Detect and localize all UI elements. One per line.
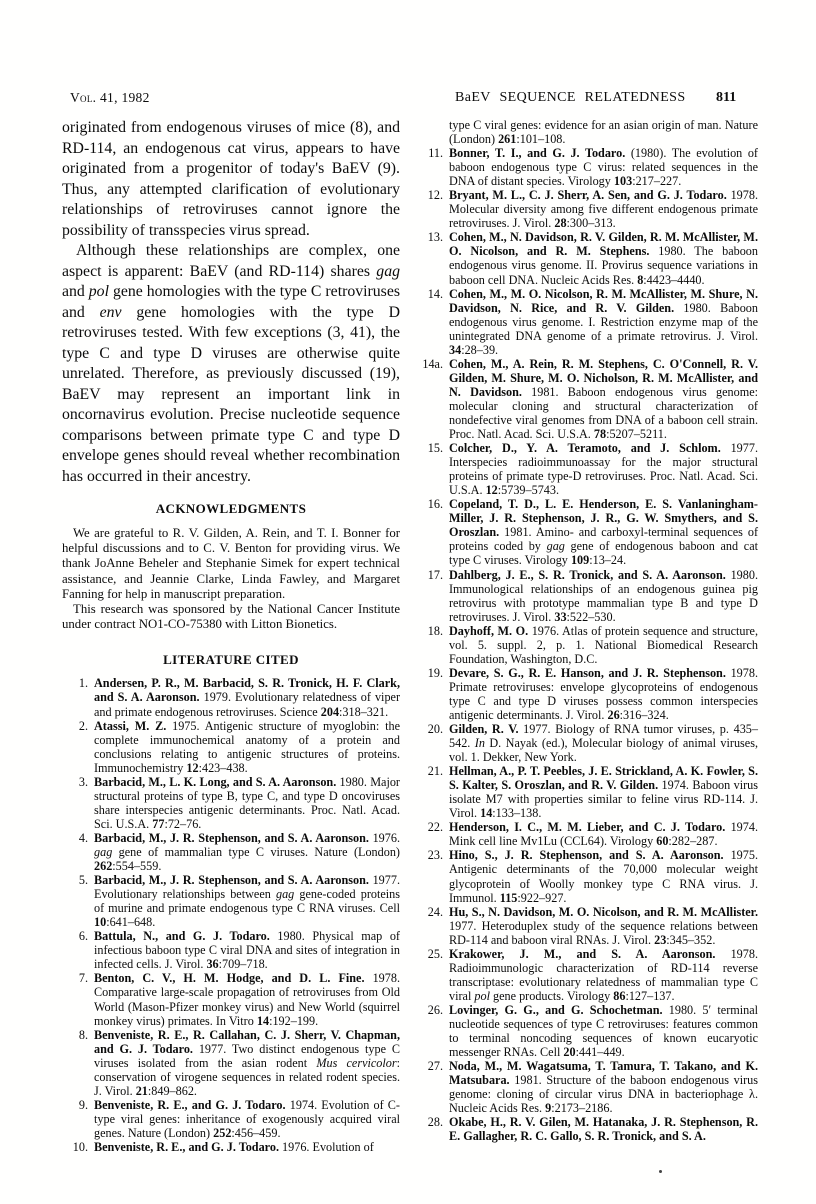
text-run: 204 xyxy=(320,704,340,719)
reference-item xyxy=(417,568,758,624)
reference-text xyxy=(449,764,758,820)
paragraph xyxy=(62,602,400,632)
text-run: Battula, N., and G. J. Todaro. xyxy=(94,929,270,944)
paragraph xyxy=(62,526,400,602)
right-column xyxy=(417,118,758,1143)
text-run: 1980. The baboon endogenous virus genome. II. Provirus sequence variations in baboon cell DNA. Nucleic Acids Res. xyxy=(449,244,758,287)
reference-item xyxy=(417,1115,758,1143)
text-run: Colcher, D., Y. A. Teramoto, and J. Schlom. xyxy=(449,441,721,456)
text-run: 60 xyxy=(656,834,669,849)
text-run: pol xyxy=(474,988,490,1003)
text-run: 23 xyxy=(654,932,667,947)
text-run: gag xyxy=(275,887,295,902)
reference-item xyxy=(417,287,758,357)
text-run: 1975. Antigenic structure of myoglobin: the complete immunochemical anatomy of a protein and conclusions relating to antigenic structures of proteins. Immunochemistry xyxy=(94,718,400,775)
reference-item xyxy=(62,831,400,873)
text-run: :101–108. xyxy=(516,132,566,147)
reference-number: 2. xyxy=(78,718,88,733)
reference-item xyxy=(62,775,400,831)
reference-item xyxy=(417,357,758,441)
text-run: :641–648. xyxy=(106,915,156,930)
text-run: :300–313. xyxy=(566,216,616,231)
text-run: Hu, S., N. Davidson, M. O. Nicolson, and R. M. McAllister. xyxy=(449,904,758,919)
reference-number: 10. xyxy=(72,1139,88,1154)
reference-item xyxy=(62,676,400,718)
text-run: D. Nayak (ed.), Molecular biology of animal viruses, vol. 1. Dekker, New York. xyxy=(449,736,758,765)
reference-number: 23. xyxy=(427,848,443,863)
text-run: 77 xyxy=(152,816,165,831)
text-run: :5739–5743. xyxy=(497,483,560,498)
reference-item xyxy=(417,764,758,820)
reference-item xyxy=(62,1028,400,1098)
text-run: Benton, C. V., H. M. Hodge, and D. L. Fine. xyxy=(94,971,365,986)
text-run: 115 xyxy=(499,890,518,905)
text-run: 262 xyxy=(94,859,113,874)
text-run: :318–321. xyxy=(339,704,389,719)
reference-text xyxy=(94,831,400,873)
text-run: type C viral genes: evidence for an asian origin of man. Nature (London) xyxy=(449,118,758,147)
text-run: Gilden, R. V. xyxy=(449,722,519,737)
reference-item xyxy=(62,971,400,1027)
reference-text xyxy=(449,947,758,1003)
text-run: 1980. Major structural proteins of type B, type C, and type D oncoviruses share interspecies antigenic determinants. Proc. Natl. Acad. Sci. U.S.A. xyxy=(94,774,400,831)
text-run: This research was sponsored by the National Cancer Institute under contract NO1-CO-75380 with Litton Bionetics. xyxy=(62,602,400,632)
paragraph xyxy=(62,118,400,241)
reference-number: 6. xyxy=(78,929,88,944)
reference-text xyxy=(449,146,758,188)
text-run: :72–76. xyxy=(164,816,202,831)
text-run: Benveniste, R. E., R. Callahan, C. J. Sherr, V. Chapman, and G. J. Todaro. xyxy=(94,1027,400,1056)
reference-item xyxy=(417,820,758,848)
reference-text xyxy=(94,971,400,1027)
text-run: Atassi, M. Z. xyxy=(94,718,167,733)
reference-item xyxy=(62,873,400,929)
text-run: Although these relationships are complex, one aspect is apparent: BaEV (and RD-114) shares xyxy=(62,242,400,280)
text-run: :441–449. xyxy=(575,1045,625,1060)
reference-text xyxy=(449,568,758,624)
text-run: 34 xyxy=(449,342,462,357)
reference-number: 18. xyxy=(427,623,443,638)
text-run: 1977. Interspecies radioimmunoassay for the major structural proteins of primate type-D retroviruses. Proc. Natl. Acad. Sci. U.S.A. xyxy=(449,441,758,498)
text-run: Noda, M., M. Wagatsuma, T. Tamura, T. Takano, and K. Matsubara. xyxy=(449,1059,758,1088)
text-run: 103 xyxy=(613,174,633,189)
reference-text xyxy=(449,666,758,722)
reference-item xyxy=(417,848,758,904)
reference-number: 16. xyxy=(427,497,443,512)
reference-list-left xyxy=(62,676,400,1154)
text-run: :217–227. xyxy=(632,174,682,189)
reference-item xyxy=(417,441,758,497)
reference-number: 17. xyxy=(427,567,443,582)
text-run: Barbacid, M., J. R. Stephenson, and S. A. Aaronson. xyxy=(94,830,369,845)
reference-text xyxy=(449,230,758,286)
reference-number: 14a. xyxy=(422,356,443,371)
reference-text xyxy=(94,873,400,929)
text-run: 12 xyxy=(186,760,199,775)
text-run: :28–39. xyxy=(461,342,499,357)
text-run: 12 xyxy=(485,483,498,498)
paragraph xyxy=(62,241,400,487)
text-run: :423–438. xyxy=(198,760,248,775)
text-run: Dahlberg, J. E., S. R. Tronick, and S. A. Aaronson. xyxy=(449,567,726,582)
text-run: :522–530. xyxy=(566,609,616,624)
text-run: Barbacid, M., J. R. Stephenson, and S. A. Aaronson. xyxy=(94,873,369,888)
text-run: We are grateful to R. V. Gilden, A. Rein, and T. I. Bonner for helpful discussions and to C. V. Benton for providing virus. We thank JoAnne Beheler and Stephanie Simek for expert technical assistance, and Jeannie Clarke, Linda Fawley, and Margaret Fanning for help in manuscript preparation. xyxy=(62,526,400,601)
text-run: :922–927. xyxy=(517,890,567,905)
reference-number: 12. xyxy=(427,188,443,203)
reference-number: 7. xyxy=(78,971,88,986)
text-run: 1978. Radioimmunologic characterization of RD-114 reverse transcriptase: evolutionary relatedness of mammalian type C viral xyxy=(449,946,759,1003)
text-run: 10 xyxy=(94,915,107,930)
text-run: gene of endogenous baboon and cat type C viruses. Virology xyxy=(449,539,758,568)
text-run: Krakower, J. M., and S. A. Aaronson. xyxy=(449,946,716,961)
text-run: and xyxy=(62,283,89,300)
reference-item xyxy=(417,722,758,764)
body-text-paragraphs xyxy=(62,118,400,487)
reference-number: 8. xyxy=(78,1027,88,1042)
reference-text xyxy=(449,820,758,848)
reference-text xyxy=(449,624,758,666)
text-run: 14 xyxy=(480,806,493,821)
reference-text xyxy=(449,848,758,904)
reference-number: 28. xyxy=(427,1115,443,1130)
reference-number: 1. xyxy=(78,676,88,691)
text-run: 1980. Baboon endogenous virus genome. I. Restriction enzyme map of the unintegrated DNA genome of a primate retrovirus. J. Virol. xyxy=(449,300,758,343)
text-run: 9 xyxy=(545,1101,552,1116)
text-run: Devare, S. G., R. E. Hanson, and J. R. Stephenson. xyxy=(449,665,726,680)
text-run: Andersen, P. R., M. Barbacid, S. R. Tronick, H. F. Clark, and S. A. Aaronson. xyxy=(94,676,400,705)
left-column xyxy=(62,118,400,1154)
reference-text xyxy=(449,118,758,146)
reference-number: 13. xyxy=(427,230,443,245)
text-run: :13–24. xyxy=(589,553,627,568)
reference-text xyxy=(449,441,758,497)
reference-text xyxy=(94,1028,400,1098)
text-run: 1974. Evolution of C-type viral genes: inheritance of exogenously acquired viral genes. Nature (London) xyxy=(94,1097,400,1140)
text-run: 21 xyxy=(135,1083,148,1098)
text-run: 1974. Baboon virus isolate M7 with properties similar to feline virus RD-114. J. Virol. xyxy=(449,778,758,821)
running-title: BaEV SEQUENCE RELATEDNESS xyxy=(455,90,686,105)
reference-item xyxy=(62,1098,400,1140)
text-run: :4423–4440. xyxy=(643,272,705,287)
scan-artifact-dot xyxy=(659,1170,662,1173)
text-run: :192–199. xyxy=(269,1013,319,1028)
reference-number: 20. xyxy=(427,722,443,737)
text-run: (1980). The evolution of baboon endogenous type C virus: related sequences in the DNA of distant species. Virology xyxy=(449,146,758,189)
text-run: Barbacid, M., L. K. Long, and S. A. Aaronson. xyxy=(94,774,337,789)
text-run: :554–559. xyxy=(112,859,162,874)
text-run: 1981. Amino- and carboxyl-terminal sequences of proteins coded by xyxy=(449,525,758,554)
text-run: Dayhoff, M. O. xyxy=(449,623,529,638)
text-run: :2173–2186. xyxy=(551,1101,613,1116)
text-run: Henderson, I. C., M. M. Lieber, and C. J. Todaro. xyxy=(449,820,726,835)
reference-item xyxy=(417,188,758,230)
reference-item xyxy=(62,929,400,971)
text-run: 78 xyxy=(593,427,607,442)
text-run: 1976. Evolution of xyxy=(279,1139,374,1154)
text-run: 1980. 5′ terminal nucleotide sequences of type C retroviruses: features common to terminal noncoding sequences of known eucaryotic messenger RNAs. Cell xyxy=(449,1002,759,1060)
reference-text xyxy=(94,676,400,718)
page-number: 811 xyxy=(716,90,737,105)
text-run: pol xyxy=(88,283,109,300)
text-run: :316–324. xyxy=(619,707,669,722)
text-run: 33 xyxy=(554,609,567,624)
text-run: 1977. Biology of RNA tumor viruses, p. 435–542. xyxy=(449,722,758,751)
reference-item xyxy=(62,1140,400,1154)
text-run: 1979. Evolutionary relatedness of viper and primate endogenous retroviruses. Science xyxy=(94,690,400,719)
reference-text xyxy=(449,722,758,764)
reference-item xyxy=(417,1059,758,1115)
text-run: 1976. Atlas of protein sequence and structure, vol. 5. suppl. 2, p. 1. National Biomedical Research Foundation, Washington, D.C. xyxy=(449,623,758,666)
text-run: :456–459. xyxy=(231,1125,281,1140)
text-run: 1980. Physical map of infectious baboon type C viral DNA and sites of integration in infected cells. J. Virol. xyxy=(94,929,400,972)
reference-item xyxy=(62,719,400,775)
page-header xyxy=(0,90,816,110)
reference-item xyxy=(417,118,758,146)
reference-number: 4. xyxy=(78,830,88,845)
reference-number: 24. xyxy=(427,904,443,919)
text-run: :345–352. xyxy=(666,932,716,947)
reference-number: 15. xyxy=(427,441,443,456)
reference-text xyxy=(449,287,758,357)
text-run: 28 xyxy=(554,216,567,231)
text-run: Bryant, M. L., C. J. Sherr, A. Sen, and G. J. Todaro. xyxy=(449,188,727,203)
text-run: Cohen, M., M. O. Nicolson, R. M. McAllister, M. Shure, N. Davidson, N. Rice, and R. V. Gilden. xyxy=(449,286,758,315)
reference-number: 21. xyxy=(427,764,443,779)
text-run: :282–287. xyxy=(668,834,718,849)
text-run: 1980. Immunological relationships of an endogenous guinea pig retrovirus with prototype mammalian type B and type D retroviruses. J. Virol. xyxy=(449,567,758,624)
reference-item xyxy=(417,624,758,666)
text-run: 1981. Structure of the baboon endogenous virus genome: cloning of circular virus DNA in bacteriophage λ. Nucleic Acids Res. xyxy=(449,1073,758,1116)
text-run: gene homologies with the type C retroviruses and xyxy=(62,283,400,321)
text-run: 252 xyxy=(213,1125,232,1140)
text-run: 1981. Baboon endogenous virus genome: molecular cloning and structural characterization of nondefective viral genomes from DNA of a baboon cell strain. Proc. Natl. Acad. Sci. U.S.A. xyxy=(449,384,758,442)
text-run: gene-coded proteins of murine and primate endogenous type C RNA viruses. Cell xyxy=(94,887,400,916)
text-run: 36 xyxy=(206,957,219,972)
text-run: :127–137. xyxy=(625,988,675,1003)
volume-issue-label: Vol. 41, 1982 xyxy=(70,90,150,105)
reference-number: 26. xyxy=(427,1002,443,1017)
text-run: 20 xyxy=(563,1045,576,1060)
text-run: In xyxy=(474,736,485,751)
reference-text xyxy=(449,357,758,441)
reference-number: 19. xyxy=(427,665,443,680)
reference-item xyxy=(417,947,758,1003)
reference-item xyxy=(417,497,758,567)
reference-text xyxy=(94,1140,400,1154)
reference-number: 22. xyxy=(427,820,443,835)
text-run: 109 xyxy=(570,553,590,568)
text-run: Benveniste, R. E., and G. J. Todaro. xyxy=(94,1139,279,1154)
reference-text xyxy=(449,188,758,230)
reference-number: 25. xyxy=(427,946,443,961)
text-run: Hino, S., J. R. Stephenson, and S. A. Aaronson. xyxy=(449,848,724,863)
text-run: 1977. Evolutionary relationships between xyxy=(94,873,400,902)
reference-number: 3. xyxy=(78,774,88,789)
reference-text xyxy=(449,905,758,947)
text-run: gag xyxy=(94,844,113,859)
reference-number: 11. xyxy=(428,146,443,161)
reference-list-right xyxy=(417,118,758,1143)
reference-text xyxy=(449,1115,758,1143)
text-run: env xyxy=(99,303,122,321)
text-run: :849–862. xyxy=(147,1083,197,1098)
reference-text xyxy=(94,719,400,775)
reference-text xyxy=(94,775,400,831)
reference-item xyxy=(417,905,758,947)
reference-number xyxy=(417,118,443,146)
reference-item xyxy=(417,230,758,286)
text-run: Cohen, M., N. Davidson, R. V. Gilden, R. M. McAllister, M. O. Nicolson, and R. M. Stephens. xyxy=(449,230,758,259)
reference-text xyxy=(94,1098,400,1140)
text-run: 26 xyxy=(607,707,620,722)
text-run: 1977. Two distinct endogenous type C viruses isolated from the asian rodent xyxy=(94,1041,400,1070)
text-run: Benveniste, R. E., and G. J. Todaro. xyxy=(94,1097,286,1112)
text-run: Mus cervicolor xyxy=(316,1055,397,1070)
text-run: Copeland, T. D., L. E. Henderson, E. S. Vanlaningham-Miller, J. R. Stephenson, J. R., G. W. Smythers, and S. Oroszlan. xyxy=(449,497,758,540)
text-run: 1974. Mink cell line Mv1Lu (CCL64). Virology xyxy=(449,820,759,849)
text-run: : conservation of virogene sequences in related rodent species. J. Virol. xyxy=(94,1055,400,1098)
reference-text xyxy=(449,1059,758,1115)
text-run: :133–138. xyxy=(492,806,542,821)
text-run: Lovinger, G. G., and G. Schochetman. xyxy=(449,1002,663,1017)
reference-item xyxy=(417,666,758,722)
text-run: 1978. Primate retroviruses: envelope glycoproteins of endogenous type C and type D viruses possess common interspecies antigenic determinants. J. Virol. xyxy=(449,665,758,722)
text-run: 1977. Heteroduplex study of the sequence relations between RD-114 and baboon viral RNAs. J. Virol. xyxy=(449,918,758,947)
text-run: 261 xyxy=(498,132,517,147)
text-run: Hellman, A., P. T. Peebles, J. E. Strickland, A. K. Fowler, S. S. Kalter, S. Oroszlan, and R. V. Gilden. xyxy=(449,764,758,793)
text-run: Okabe, H., R. V. Gilen, M. Hatanaka, J. R. Stephenson, R. E. Gallagher, R. C. Gallo, S. R. Tronick, and S. A. xyxy=(449,1115,758,1144)
text-run: :5207–5211. xyxy=(606,427,667,442)
text-run: 1978. Comparative large-scale propagation of retroviruses from Old World (Mason-Pfizer monkey virus) and New World (squirrel monkey virus) primates. In Vitro xyxy=(94,971,400,1028)
reference-item xyxy=(417,1003,758,1059)
acknowledgments-paragraphs xyxy=(62,526,400,632)
reference-text xyxy=(449,497,758,567)
text-run: gene of mammalian type C viruses. Nature (London) xyxy=(112,844,400,859)
text-run: 1975. Antigenic determinants of the 70,000 molecular weight glycoprotein of Woolly monkey type C RNA virus. J. Immunol. xyxy=(449,848,758,905)
text-run: :709–718. xyxy=(218,957,268,972)
reference-number: 14. xyxy=(427,286,443,301)
text-run: 14 xyxy=(256,1013,270,1028)
text-run: 86 xyxy=(613,988,626,1003)
reference-text xyxy=(449,1003,758,1059)
text-run: gene products. Virology xyxy=(489,988,614,1003)
text-run: 1976. xyxy=(368,830,400,845)
text-run: gag xyxy=(546,539,565,554)
reference-number: 9. xyxy=(78,1097,88,1112)
text-run: Cohen, M., A. Rein, R. M. Stephens, C. O'Connell, R. V. Gilden, M. Shure, M. O. Nicholson, R. M. McAllister, and N. Davidson. xyxy=(449,356,758,399)
reference-number: 27. xyxy=(427,1059,443,1074)
text-run: originated from endogenous viruses of mice (8), and RD-114, an endogenous cat virus, appears to have originated from a progenitor of today's BaEV (9). Thus, any attempted clarification of evolutionary relationships of retroviruses cannot ignore the possibility of transspecies virus spread. xyxy=(62,119,400,239)
text-run: 8 xyxy=(637,272,644,287)
acknowledgments-heading: ACKNOWLEDGMENTS xyxy=(155,501,307,516)
text-run: gene homologies with the type D retroviruses tested. With few exceptions (3, 41), the type C and type D viruses are otherwise quite unrelated. Therefore, as previously discussed (19), BaEV may represent an important link in oncornavirus evolution. Precise nucleotide sequence comparisons between primate type C and type D envelope genes should reveal whether recombination has occurred in their ancestry. xyxy=(62,303,400,485)
text-run: 1978. Molecular diversity among five different endogenous primate retroviruses. J. Virol. xyxy=(449,188,759,231)
reference-item xyxy=(417,146,758,188)
literature-cited-heading: LITERATURE CITED xyxy=(163,652,299,668)
reference-text xyxy=(94,929,400,971)
text-run: Bonner, T. I., and G. J. Todaro. xyxy=(449,146,626,161)
text-run: gag xyxy=(376,262,400,280)
reference-number: 5. xyxy=(78,873,88,888)
